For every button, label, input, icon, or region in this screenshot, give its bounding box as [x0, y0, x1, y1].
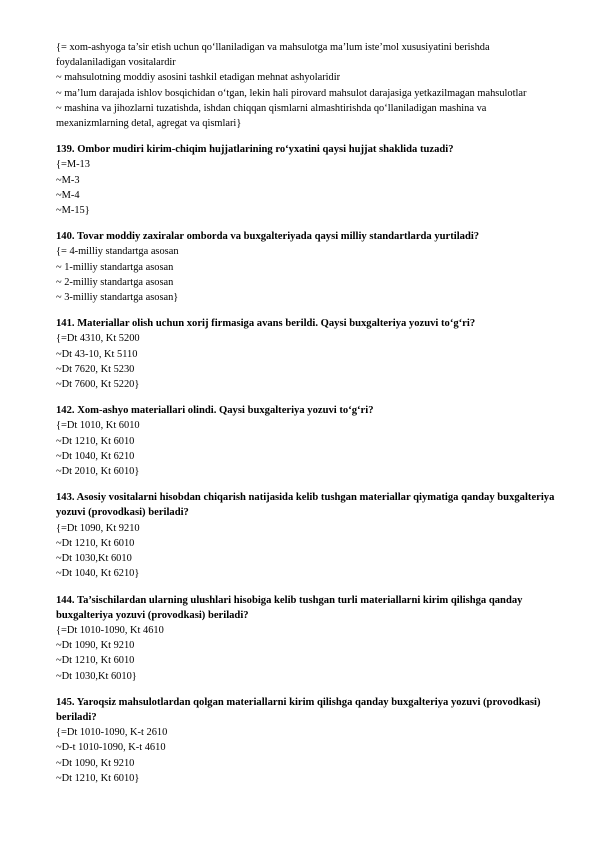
answer-option: ~Dt 1040, Kt 6210}	[56, 568, 140, 580]
answer-option: ~Dt 1030,Kt 6010	[56, 553, 132, 565]
answer-option: {=Dt 1010-1090, Kt 4610	[56, 624, 164, 636]
question-144	[56, 593, 561, 684]
question-141	[56, 316, 561, 392]
question-145	[56, 695, 561, 786]
answer-option: ~Dt 1210, Kt 6010}	[56, 772, 140, 784]
question-title: 143. Asosiy vositalarni hisobdan chiqarish natijasida kelib tushgan materiallar qiymatiga qanday buxgalteriya yozuvi (provodkasi) beriladi?	[56, 492, 555, 519]
answer-option: ~ 3-milliy standartga asosan}	[56, 292, 179, 304]
answer-option: {= xom-ashyoga ta’sir etish uchun qo‘llaniladigan va mahsulotga ma’lum iste’mol xususiyatini berishda foydalaniladigan vositalardir	[56, 42, 490, 69]
answer-option: ~Dt 1090, Kt 9210	[56, 757, 135, 769]
answer-option: ~Dt 2010, Kt 6010}	[56, 466, 140, 478]
answer-option: {=Dt 4310, Kt 5200	[56, 333, 140, 345]
question-title: 140. Tovar moddiy zaxiralar omborda va buxgalteriyada qaysi milliy standartlarda yurtiladi?	[56, 231, 480, 243]
question-title: 144. Ta’sischilardan ularning ulushlari hisobiga kelib tushgan turli materiallarni kirim qilishga qanday buxgalteriya yozuvi (provodkasi) beriladi?	[56, 594, 523, 621]
answer-option: ~ mashina va jihozlarni tuzatishda, ishdan chiqqan qismlarni almashtirishda qo‘llaniladigan mashina va mexanizmlarning detal, agregat va qismlari}	[56, 102, 487, 130]
answer-option: ~Dt 1210, Kt 6010	[56, 537, 135, 549]
answer-option: {= 4-milliy standartga asosan	[56, 246, 179, 258]
answer-option: {=M-13	[56, 159, 90, 171]
answer-option: ~Dt 1090, Kt 9210	[56, 640, 135, 652]
answer-option: ~Dt 7600, Kt 5220}	[56, 379, 140, 391]
answer-option: ~ 2-milliy standartga asosan	[56, 276, 174, 288]
answer-option: ~ ma’lum darajada ishlov bosqichidan o‘tgan, lekin hali pirovard mahsulot darajasiga yetkazilmagan mahsulotlar	[56, 87, 527, 99]
answer-option: ~Dt 43-10, Kt 5110	[56, 348, 138, 360]
question-142	[56, 403, 561, 479]
answer-option: ~M-4	[56, 189, 80, 201]
answer-option: ~Dt 1210, Kt 6010	[56, 655, 135, 667]
question-title: 141. Materiallar olish uchun xorij firmasiga avans berildi. Qaysi buxgalteriya yozuvi to‘g‘ri?	[56, 318, 476, 330]
intro-answers	[56, 40, 561, 131]
question-140	[56, 229, 561, 305]
question-title: 145. Yaroqsiz mahsulotlardan qolgan materiallarni kirim qilishga qanday buxgalteriya yozuvi (provodkasi) beriladi?	[56, 696, 541, 723]
document-page	[56, 40, 561, 786]
answer-option: {=Dt 1010-1090, K-t 2610	[56, 727, 168, 739]
question-143	[56, 490, 561, 581]
answer-option: ~ mahsulotning moddiy asosini tashkil etadigan mehnat ashyolaridir	[56, 72, 341, 84]
question-139	[56, 142, 561, 218]
answer-option: ~ 1-milliy standartga asosan	[56, 261, 174, 273]
question-title: 139. Ombor mudiri kirim-chiqim hujjatlarining ro‘yxatini qaysi hujjat shaklida tuzadi?	[56, 144, 454, 156]
answer-option: ~Dt 7620, Kt 5230	[56, 363, 135, 375]
answer-option: ~M-15}	[56, 205, 90, 217]
answer-option: {=Dt 1090, Kt 9210	[56, 522, 140, 534]
answer-option: ~Dt 1030,Kt 6010}	[56, 670, 137, 682]
answer-option: ~M-3	[56, 174, 80, 186]
answer-option: ~Dt 1040, Kt 6210	[56, 450, 135, 462]
answer-option: ~D-t 1010-1090, K-t 4610	[56, 742, 166, 754]
answer-option: ~Dt 1210, Kt 6010	[56, 435, 135, 447]
answer-option: {=Dt 1010, Kt 6010	[56, 420, 140, 432]
question-title: 142. Xom-ashyo materiallari olindi. Qaysi buxgalteriya yozuvi to‘g‘ri?	[56, 405, 374, 417]
